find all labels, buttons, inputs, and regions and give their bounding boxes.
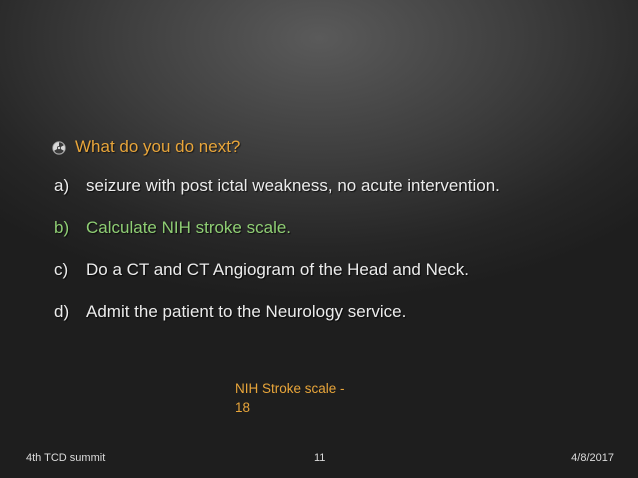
option-a	[54, 176, 500, 196]
footer-slide-number: 11	[314, 452, 326, 464]
option-text: Admit the patient to the Neurology service.	[86, 302, 407, 321]
note-line-1: NIH Stroke scale -	[235, 381, 345, 396]
question-text: What do you do next?	[75, 137, 241, 156]
option-marker: c)	[54, 260, 69, 279]
option-marker: d)	[54, 302, 70, 321]
option-marker: a)	[54, 176, 70, 195]
option-text: Do a CT and CT Angiogram of the Head and Neck.	[86, 260, 470, 279]
note-line-2: 18	[235, 400, 251, 415]
answer-options	[54, 176, 500, 344]
nih-score-note	[235, 379, 375, 417]
footer-event-name: 4th TCD summit	[26, 452, 106, 464]
option-b	[54, 218, 500, 238]
option-text: Calculate NIH stroke scale.	[86, 218, 292, 237]
option-c	[54, 260, 500, 280]
option-d	[54, 302, 500, 322]
option-marker: b)	[54, 218, 70, 237]
radiation-icon	[52, 140, 66, 154]
option-text: seizure with post ictal weakness, no acute intervention.	[86, 176, 500, 195]
question-line	[52, 137, 240, 157]
footer-date: 4/8/2017	[571, 452, 614, 464]
